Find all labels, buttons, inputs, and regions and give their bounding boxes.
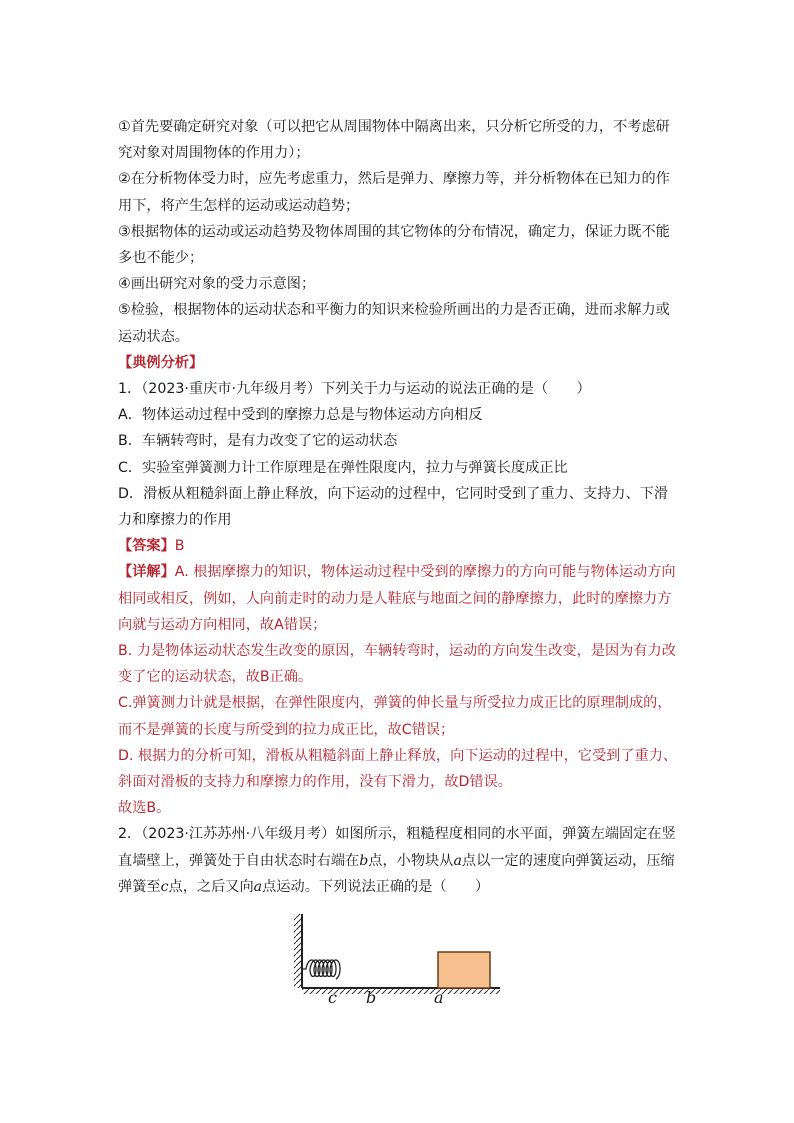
q1-detail-a [118,559,678,638]
q1-option-d: D．滑板从粗糙斜面上静止释放，向下运动的过程中，它同时受到了重力、支持力、下滑力和摩擦力的作用 [118,485,669,529]
q2-point-c: c [160,878,169,895]
q1-detail-b: B. 力是物体运动状态发生改变的原因，车辆转弯时，运动的方向发生改变，是因为有力改变了它的运动状态，故B正确。 [118,643,676,686]
step-1: ①首先要确定研究对象（可以把它从周围物体中隔离出来，只分析它所受的力，不考虑研究对象对周围物体的作用力）； [118,119,670,162]
q2-stem-pre: 2．（2023·江苏苏州·八年级月考）如图所示，粗糙程度相同的水平面，弹簧左端固定在竖直墙壁上，弹簧处于自由状态时右端在 [118,826,676,869]
q2-stem [118,821,678,900]
section-title: 【典例分析】 [118,354,204,371]
q2-stem-mid2: 点以一定的速度向弹簧运动，压缩弹簧至 [118,852,675,895]
block [438,952,490,988]
q2-stem-mid3: 点，之后又向 [168,878,254,895]
wall-hatch [294,914,302,988]
step-4: ④画出研究对象的受力示意图； [118,276,316,293]
spring-diagram [290,912,510,1012]
q2-point-a: a [453,852,462,869]
label-a: a [434,988,444,1007]
label-b: b [366,988,377,1007]
q1-stem: 1．（2023·重庆市·九年级月考）下列关于力与运动的说法正确的是（ ） [118,381,591,398]
q1-option-c: C．实验室弹簧测力计工作原理是在弹性限度内，拉力与弹簧长度成正比 [118,459,568,476]
spring-block-figure [290,912,510,1012]
q1-detail-c: C.弹簧测力计就是根据，在弹性限度内，弹簧的伸长量与所受拉力成正比的原理制成的，而不是弹簧的长度与所受到的拉力成正比，故C错误； [118,695,672,738]
spring [302,960,340,979]
q2-point-a-2: a [253,878,263,895]
document-body [118,114,678,900]
step-3: ③根据物体的运动或运动趋势及物体周围的其它物体的分布情况，确定力，保证力既不能多也不能少； [118,223,670,267]
step-5: ⑤检验，根据物体的运动状态和平衡力的知识来检验所画出的力是否正确，进而求解力或运动状态。 [118,302,670,345]
q1-option-b: B．车辆转弯时，是有力改变了它的运动状态 [118,433,398,450]
q1-conclusion: 故选B。 [118,800,171,817]
answer-value: B [174,538,185,555]
detail-a-text: A. 根据摩擦力的知识，物体运动过程中受到的摩擦力的方向可能与物体运动方向相同或相反，例如，人向前走时的动力是人鞋底与地面之间的静摩擦力，此时的摩擦力方向就与运动方向相同，故A错误； [118,564,676,633]
q2-stem-mid1: 点，小物块从 [368,852,454,869]
answer-label: 【答案】 [118,538,175,555]
q2-point-b: b [359,852,369,869]
step-2: ②在分析物体受力时，应先考虑重力，然后是弹力、摩擦力等，并分析物体在已知力的作用下，将产生怎样的运动或运动趋势； [118,171,670,214]
q2-stem-post: 点运动。下列说法正确的是（ ） [262,878,490,895]
detail-label: 【详解】 [118,564,175,581]
q1-option-a: A．物体运动过程中受到的摩擦力总是与物体运动方向相反 [118,407,483,424]
label-c: c [328,988,337,1007]
q1-detail-d: D. 根据力的分析可知，滑板从粗糙斜面上静止释放，向下运动的过程中，它受到了重力、斜面对滑板的支持力和摩擦力的作用，没有下滑力，故D错误。 [118,747,678,791]
q1-answer [118,533,678,559]
